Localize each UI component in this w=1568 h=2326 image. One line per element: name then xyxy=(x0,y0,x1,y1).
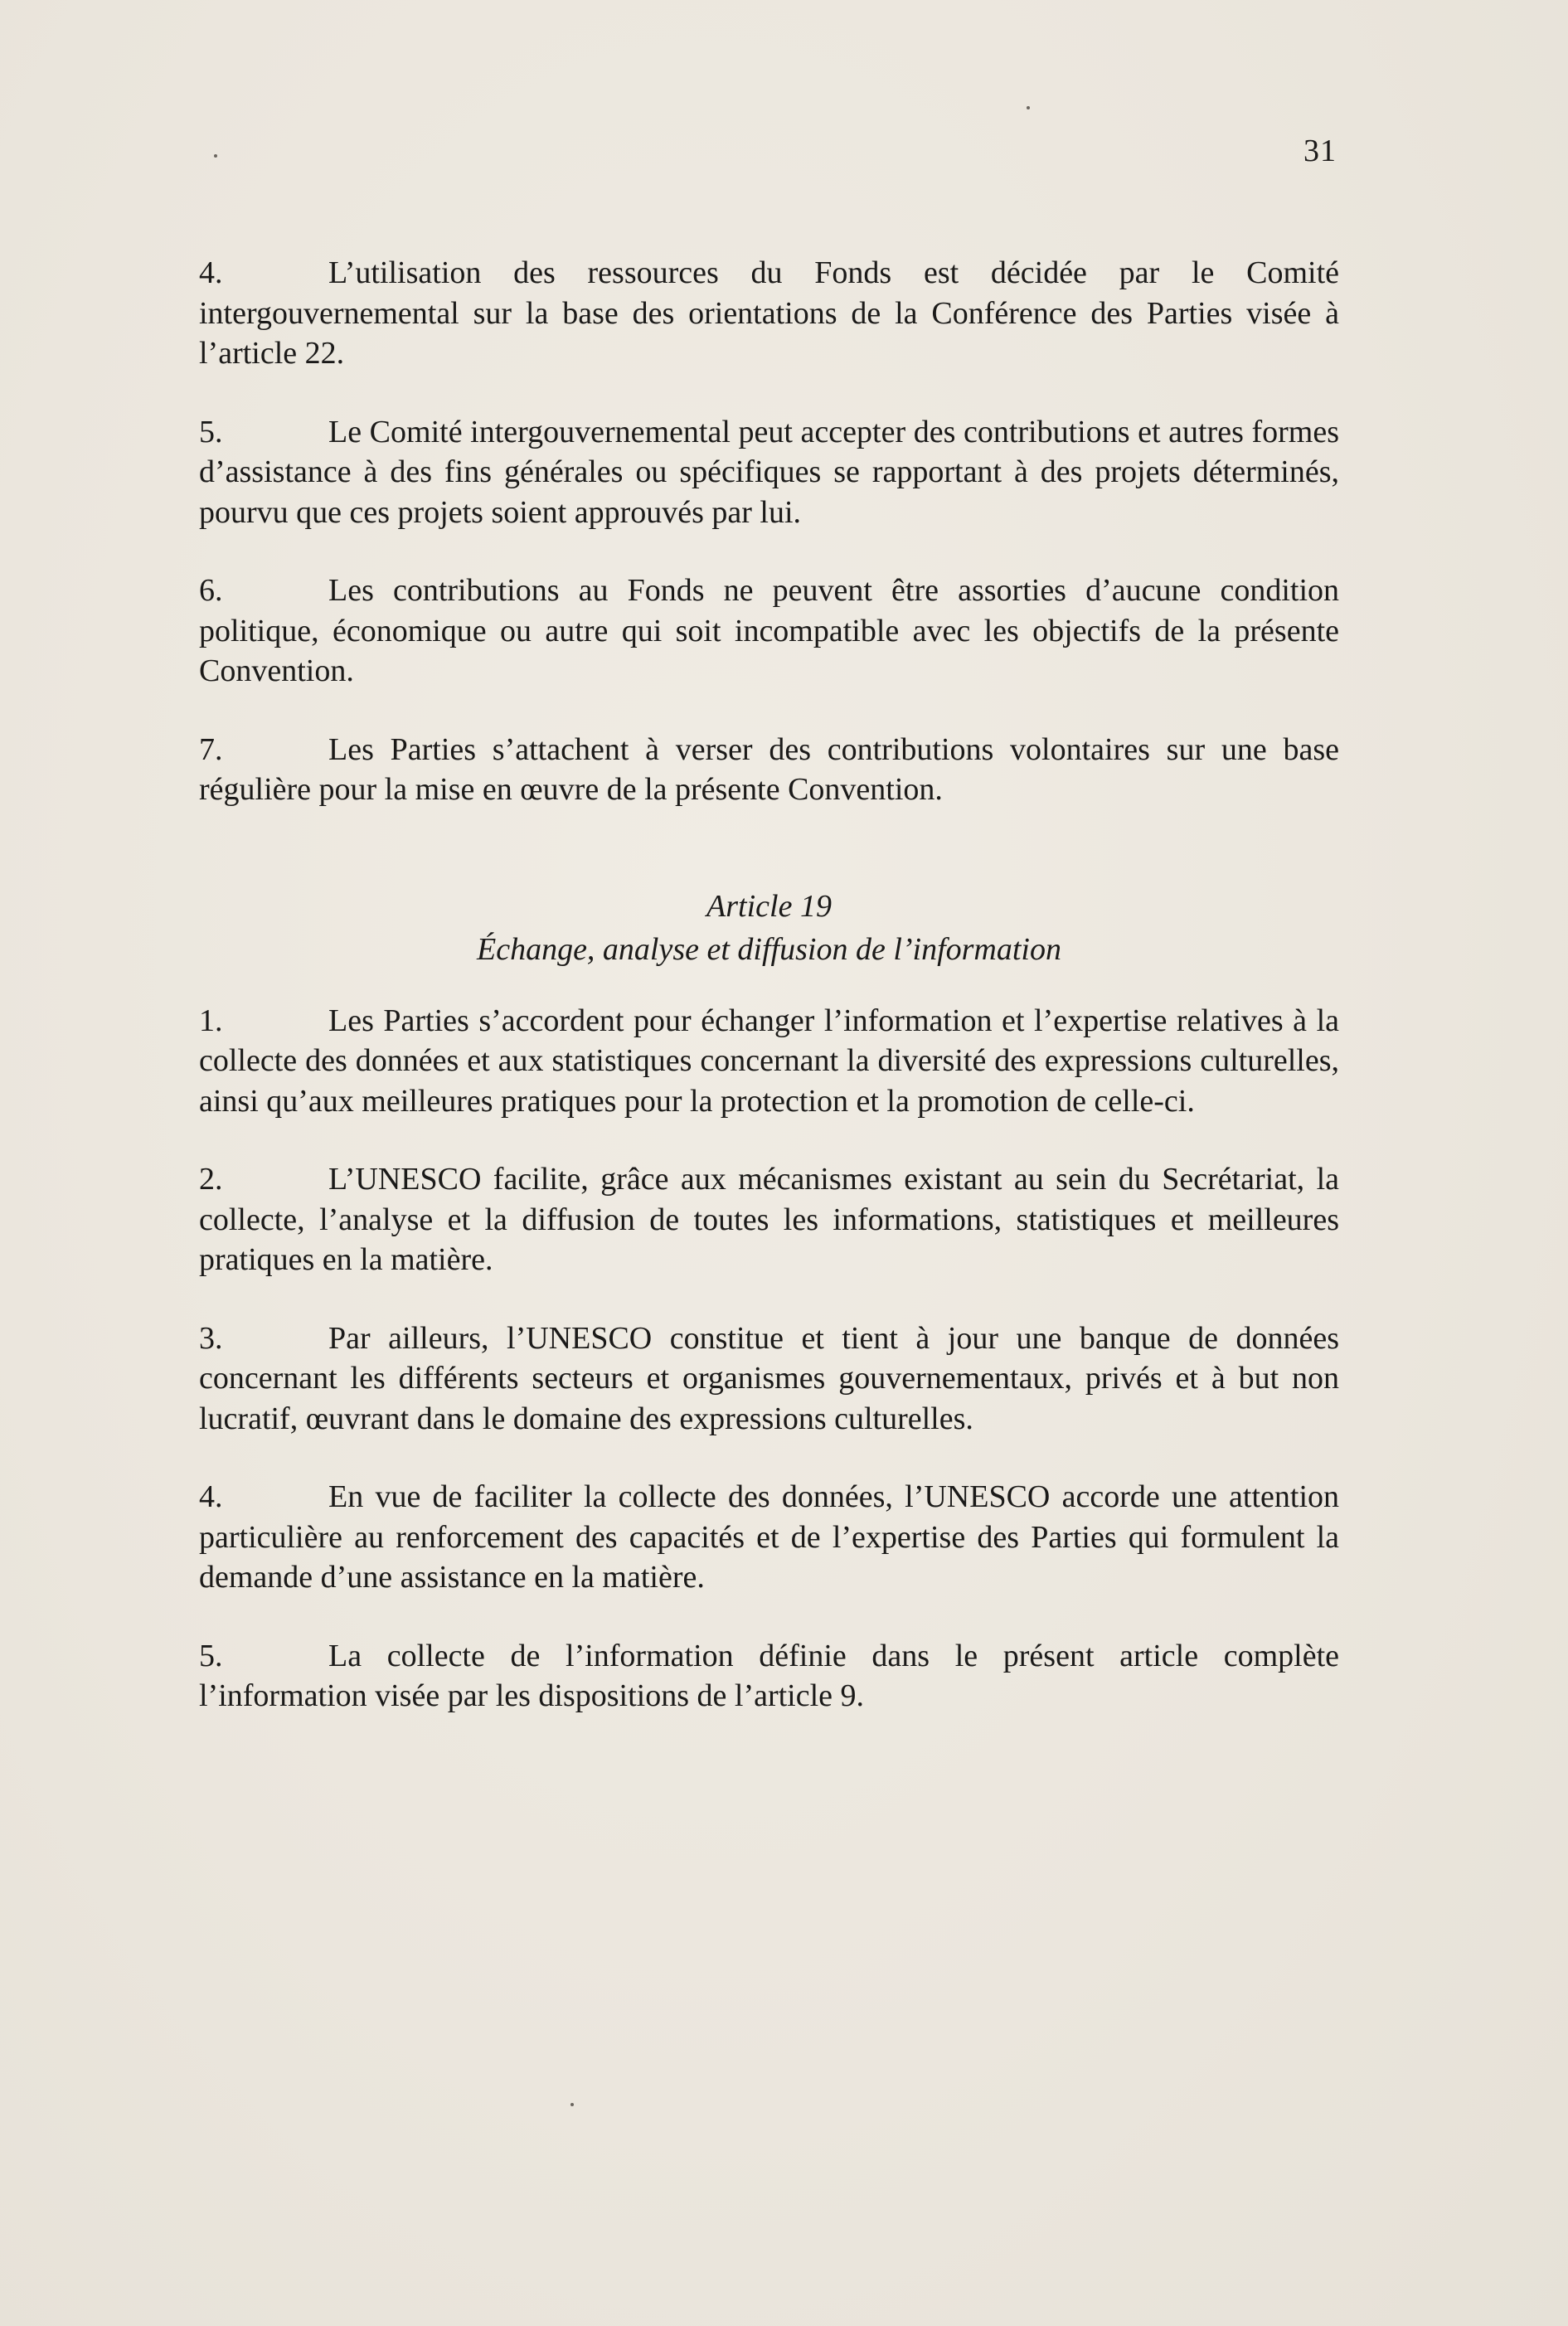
paragraph-number: 2. xyxy=(199,1162,223,1197)
paragraph-text: Le Comité intergouvernemental peut accepter des contributions et autres formes d’assistance à des fins générales ou spécifiques se rapportant à des projets déterminés, pourvu que ces projets soient approuvés par lui. xyxy=(199,414,1339,530)
paragraph-number: 1. xyxy=(199,1003,223,1038)
article-subtitle: Échange, analyse et diffusion de l’information xyxy=(476,931,1061,967)
paragraph-number: 5. xyxy=(199,414,223,449)
paragraph xyxy=(199,1477,1339,1598)
article-title: Article 19 xyxy=(706,888,832,924)
paragraph-text: L’UNESCO facilite, grâce aux mécanismes existant au sein du Secrétariat, la collecte, l’analyse et la diffusion de toutes les informations, statistiques et meilleures pratiques en la matière. xyxy=(199,1162,1339,1277)
paragraph xyxy=(199,730,1339,810)
scan-speck xyxy=(1027,106,1030,109)
paragraph-text: Les Parties s’accordent pour échanger l’information et l’expertise relatives à la collecte des données et aux statistiques concernant la diversité des expressions culturelles, ainsi qu’aux meilleures pratiques pour la protection et la promotion de celle-ci. xyxy=(199,1003,1339,1119)
scan-speck xyxy=(570,2103,574,2106)
paragraph-text: La collecte de l’information définie dans le présent article complète l’information visée par les dispositions de l’article 9. xyxy=(199,1638,1339,1713)
scan-speck xyxy=(214,154,217,158)
paragraph-number: 5. xyxy=(199,1638,223,1673)
paragraph-number: 7. xyxy=(199,731,223,767)
paragraph xyxy=(199,412,1339,533)
paragraph xyxy=(199,253,1339,374)
paragraph-number: 4. xyxy=(199,1479,223,1514)
paragraph-text: L’utilisation des ressources du Fonds est décidée par le Comité intergouvernemental sur la base des orientations de la Conférence des Parties visée à l’article 22. xyxy=(199,255,1339,371)
paragraph-text: En vue de faciliter la collecte des données, l’UNESCO accorde une attention particulière au renforcement des capacités et de l’expertise des Parties qui formulent la demande d’une assistance en la matière. xyxy=(199,1479,1339,1595)
article-heading xyxy=(199,885,1339,971)
paragraph-text: Les Parties s’attachent à verser des contributions volontaires sur une base régulière pour la mise en œuvre de la présente Convention. xyxy=(199,731,1339,807)
document-body xyxy=(199,253,1339,1755)
paragraph-number: 6. xyxy=(199,573,223,608)
paragraph xyxy=(199,1318,1339,1440)
paragraph xyxy=(199,1159,1339,1280)
paragraph xyxy=(199,571,1339,692)
paragraph-text: Les contributions au Fonds ne peuvent être assorties d’aucune condition politique, économique ou autre qui soit incompatible avec les objectifs de la présente Convention. xyxy=(199,573,1339,688)
paragraph xyxy=(199,1636,1339,1717)
paragraph-number: 3. xyxy=(199,1320,223,1356)
paragraph-number: 4. xyxy=(199,255,223,290)
paragraph-text: Par ailleurs, l’UNESCO constitue et tient à jour une banque de données concernant les différents secteurs et organismes gouvernementaux, privés et à but non lucratif, œuvrant dans le domaine des expressions culturelles. xyxy=(199,1320,1339,1436)
page-number: 31 xyxy=(1303,134,1337,168)
paragraph xyxy=(199,1001,1339,1122)
